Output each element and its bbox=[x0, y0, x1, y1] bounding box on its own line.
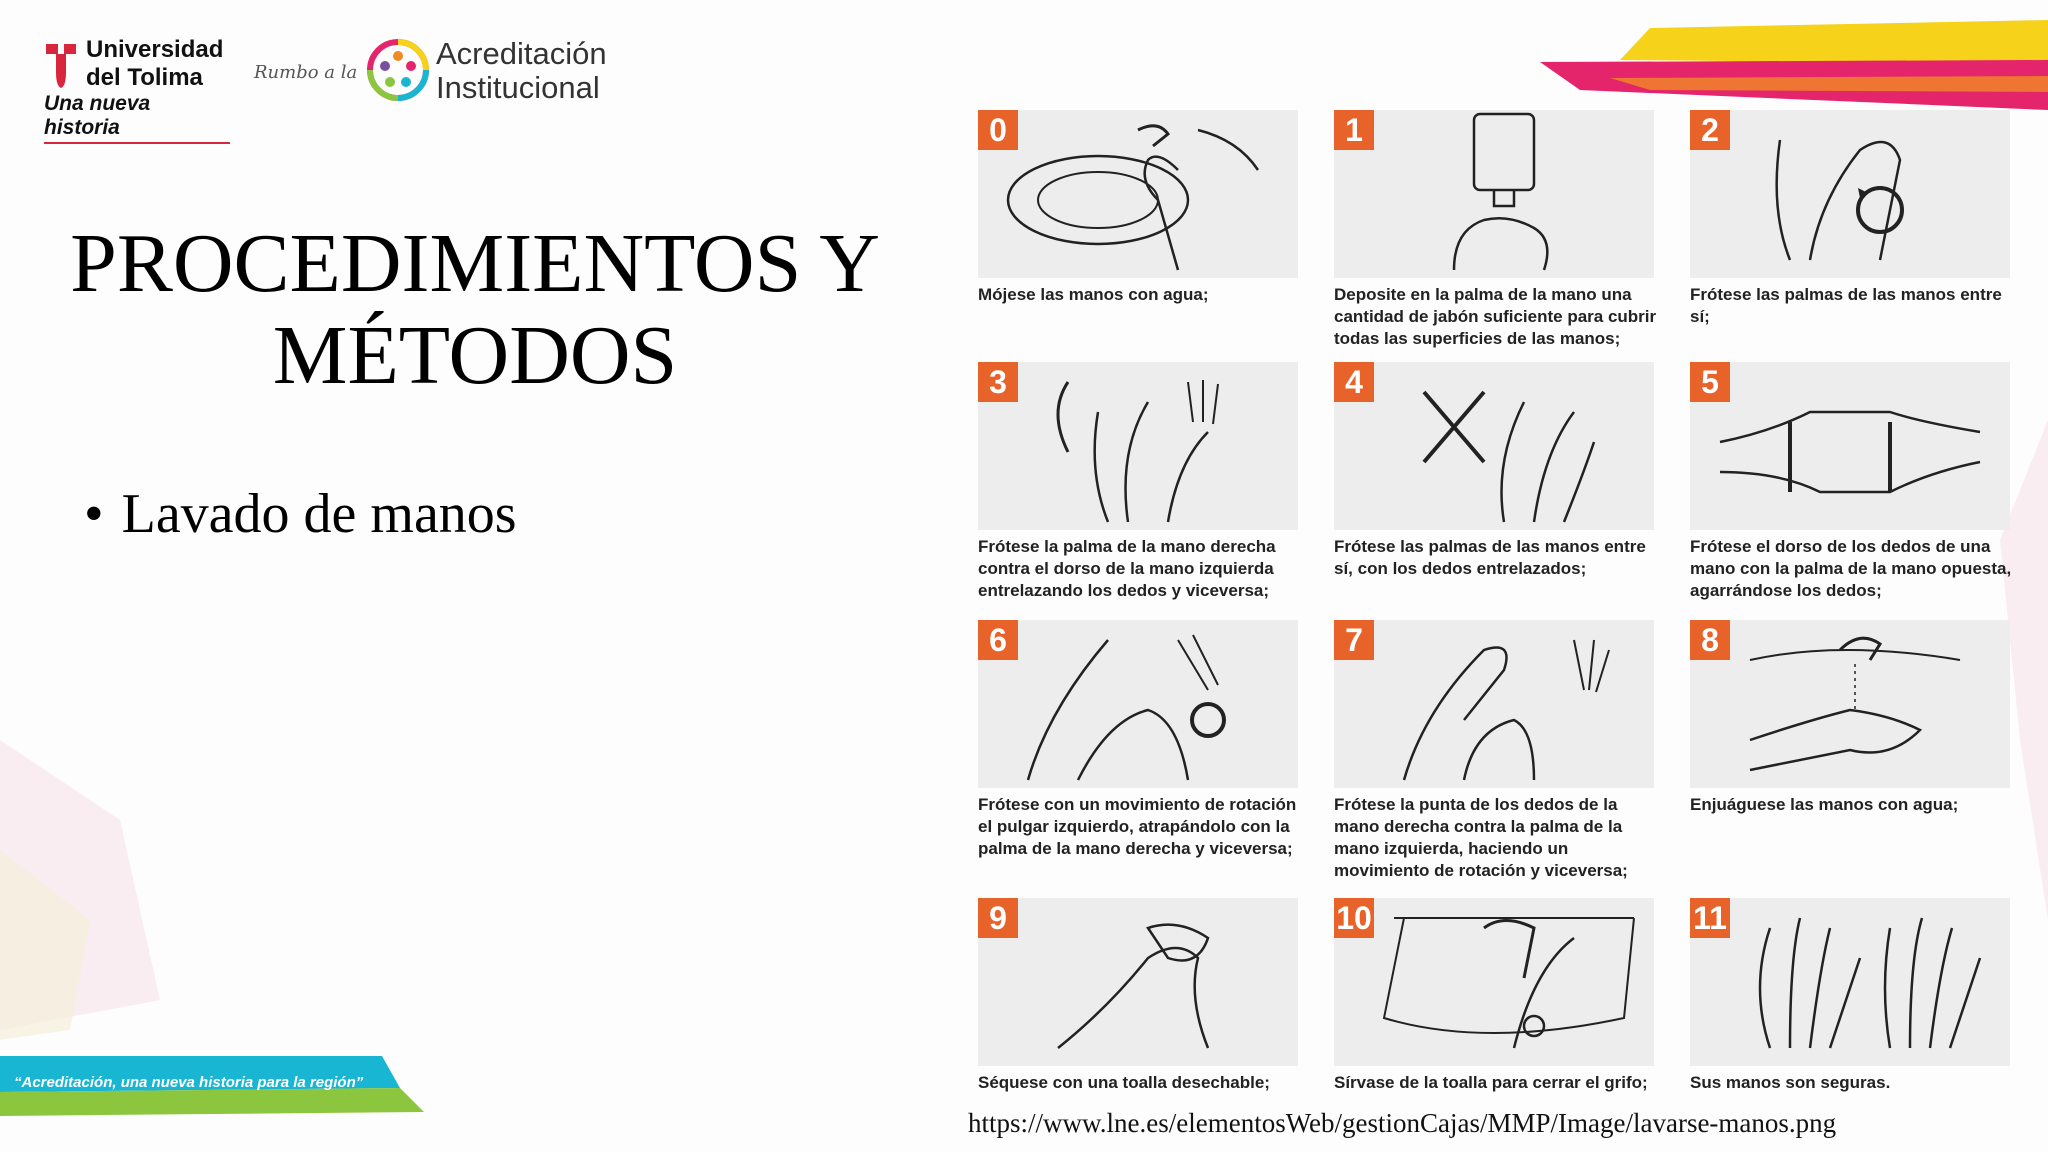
slide-title-line2: MÉTODOS bbox=[272, 309, 678, 402]
bullet-dot-icon: • bbox=[84, 483, 104, 545]
slide-title-line1: PROCEDIMIENTOS Y bbox=[70, 217, 880, 310]
acreditacion-line1: Acreditación bbox=[436, 36, 607, 71]
step-caption: Frótese la palma de la mano derecha contra el dorso de la mano izquierda entrelazando los dedos y viceversa; bbox=[978, 537, 1276, 600]
step-number: 10 bbox=[1334, 898, 1374, 938]
step-caption: Sus manos son seguras. bbox=[1690, 1073, 1891, 1092]
fingertips-palm-icon bbox=[1334, 620, 1654, 788]
step-caption: Frótese el dorso de los dedos de una mano con la palma de la mano opuesta, agarrándose los dedos; bbox=[1690, 537, 2012, 600]
step-number: 7 bbox=[1334, 620, 1374, 660]
step-caption: Sírvase de la toalla para cerrar el grifo; bbox=[1334, 1073, 1648, 1092]
university-name-line2: del Tolima bbox=[86, 64, 203, 91]
bullet-item bbox=[84, 482, 517, 546]
step-caption: Mójese las manos con agua; bbox=[978, 285, 1209, 304]
back-of-hand-icon bbox=[978, 362, 1298, 530]
thumb-rotation-icon bbox=[978, 620, 1298, 788]
decorative-stripes-top-right bbox=[1540, 20, 2048, 110]
acreditacion-logo-icon bbox=[366, 38, 430, 102]
step-number: 9 bbox=[978, 898, 1018, 938]
step-caption: Frótese las palmas de las manos entre sí, con los dedos entrelazados; bbox=[1334, 537, 1646, 578]
step-caption: Deposite en la palma de la mano una cantidad de jabón suficiente para cubrir todas las superficies de las manos; bbox=[1334, 285, 1657, 348]
clean-hands-icon bbox=[1690, 898, 2010, 1066]
slogan-text: “Acreditación, una nueva historia para la región” bbox=[14, 1074, 364, 1091]
acreditacion-line2: Institucional bbox=[436, 70, 600, 105]
rumbo-text: Rumbo a la bbox=[254, 62, 358, 83]
fingers-locked-icon bbox=[1690, 362, 2010, 530]
step-caption: Frótese las palmas de las manos entre sí; bbox=[1690, 285, 2002, 326]
university-tagline: Una nueva historia bbox=[44, 92, 230, 144]
close-tap-icon bbox=[1334, 898, 1654, 1066]
sink-hands-icon bbox=[978, 110, 1298, 278]
step-caption: Séquese con una toalla desechable; bbox=[978, 1073, 1270, 1092]
step-caption: Frótese la punta de los dedos de la mano derecha contra la palma de la mano izquierda, haciendo un movimiento de rotación y viceversa; bbox=[1334, 795, 1628, 880]
source-url: https://www.lne.es/elementosWeb/gestionCajas/MMP/Image/lavarse-manos.png bbox=[968, 1108, 1837, 1138]
step-number: 8 bbox=[1690, 620, 1730, 660]
step-number: 6 bbox=[978, 620, 1018, 660]
step-number: 4 bbox=[1334, 362, 1374, 402]
step-number: 1 bbox=[1334, 110, 1374, 150]
decorative-shapes-left bbox=[0, 700, 260, 1060]
step-number: 5 bbox=[1690, 362, 1730, 402]
university-name-line1: Universidad bbox=[86, 36, 224, 63]
step-caption: Frótese con un movimiento de rotación el pulgar izquierdo, atrapándolo con la palma de la mano derecha y viceversa; bbox=[978, 795, 1297, 858]
rinse-hands-icon bbox=[1690, 620, 2010, 788]
step-caption: Enjuáguese las manos con agua; bbox=[1690, 795, 1959, 814]
palms-rubbing-icon bbox=[1690, 110, 2010, 278]
step-number: 3 bbox=[978, 362, 1018, 402]
drying-towel-icon bbox=[978, 898, 1298, 1066]
step-number: 2 bbox=[1690, 110, 1730, 150]
soap-dispenser-icon bbox=[1334, 110, 1654, 278]
interlaced-fingers-icon bbox=[1334, 362, 1654, 530]
slide-title bbox=[40, 218, 910, 402]
step-number: 0 bbox=[978, 110, 1018, 150]
step-number: 11 bbox=[1690, 898, 1730, 938]
university-logo bbox=[40, 36, 230, 139]
bullet-text: Lavado de manos bbox=[121, 483, 517, 545]
university-shield-icon bbox=[44, 42, 78, 90]
